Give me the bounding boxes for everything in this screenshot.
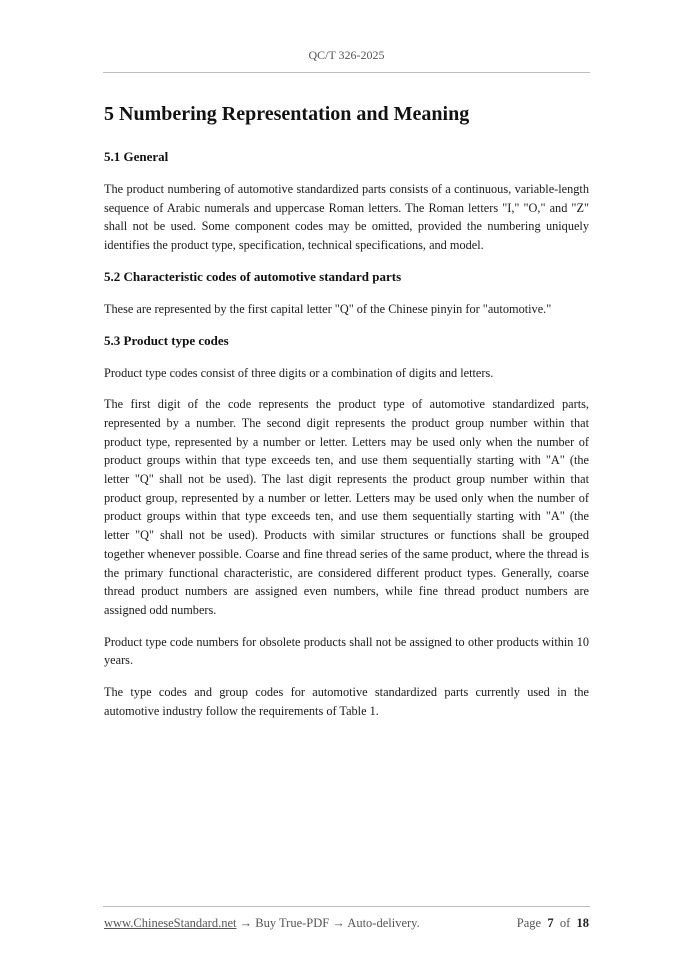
- buy-text: Buy True-PDF: [252, 916, 333, 930]
- page-current: 7: [547, 916, 554, 930]
- running-header: QC/T 326-2025: [308, 48, 385, 62]
- page-body: [104, 100, 589, 733]
- page-label: Page: [516, 916, 542, 930]
- paragraph-5-2-1: These are represented by the first capital letter "Q" of the Chinese pinyin for "automotive.": [104, 301, 552, 316]
- paragraph-5-3-4: The type codes and group codes for automotive standardized parts currently used in the automotive industry follow the requirements of Table 1.: [104, 685, 589, 718]
- delivery-text: Auto-delivery.: [344, 916, 420, 930]
- paragraph-5-1-1: The product numbering of automotive standardized parts consists of a continuous, variable-length sequence of Arabic numerals and uppercase Roman letters. The Roman letters "I," "O," and "Z" shall not be used. Some component codes may be omitted, provided the numbering uniquely identifies the product type, specification, technical specifications, and model.: [104, 182, 589, 253]
- arrow-right-icon: →: [239, 916, 253, 930]
- arrow-right-icon: →: [332, 916, 345, 930]
- footer-divider: [103, 906, 590, 907]
- paragraph-5-3-1: Product type codes consist of three digits or a combination of digits and letters.: [104, 365, 494, 380]
- page-of: of: [559, 916, 571, 930]
- site-link[interactable]: www.ChineseStandard.net: [104, 916, 237, 930]
- header-divider: [103, 72, 590, 73]
- paragraph-5-3-2: The first digit of the code represents the product type of automotive standardized parts, represented by a number. The second digit represents the product group number within that product type, represented by a number or letter. Letters may be used only when the number of product groups within that type exceeds ten, and use them sequentially starting with "A" (the letter "Q" shall not be used). The last digit represents the product group number within that product group, represented by a number or letter. Letters may be used only when the number of product groups within that type exceeds ten, and use them sequentially starting with "A" (the letter "Q" shall not be used). Products with similar structures or functions shall be grouped together whenever possible. Coarse and fine thread series of the same product, where the thread is the primary functional characteristic, are considered different product types. Generally, coarse thread product numbers are assigned even numbers, while fine thread product numbers are assigned odd numbers.: [104, 397, 589, 617]
- footer-promo: [104, 916, 420, 931]
- section-title: 5 Numbering Representation and Meaning: [104, 103, 470, 125]
- subsection-heading-5-2: 5.2 Characteristic codes of automotive standard parts: [104, 268, 402, 284]
- paragraph-5-3-3: Product type code numbers for obsolete products shall not be assigned to other products within 10 years.: [104, 634, 589, 668]
- subsection-heading-5-3: 5.3 Product type codes: [104, 332, 229, 348]
- page-total: 18: [576, 916, 589, 930]
- subsection-heading-5-1: 5.1 General: [104, 149, 169, 164]
- page-number: [517, 916, 589, 931]
